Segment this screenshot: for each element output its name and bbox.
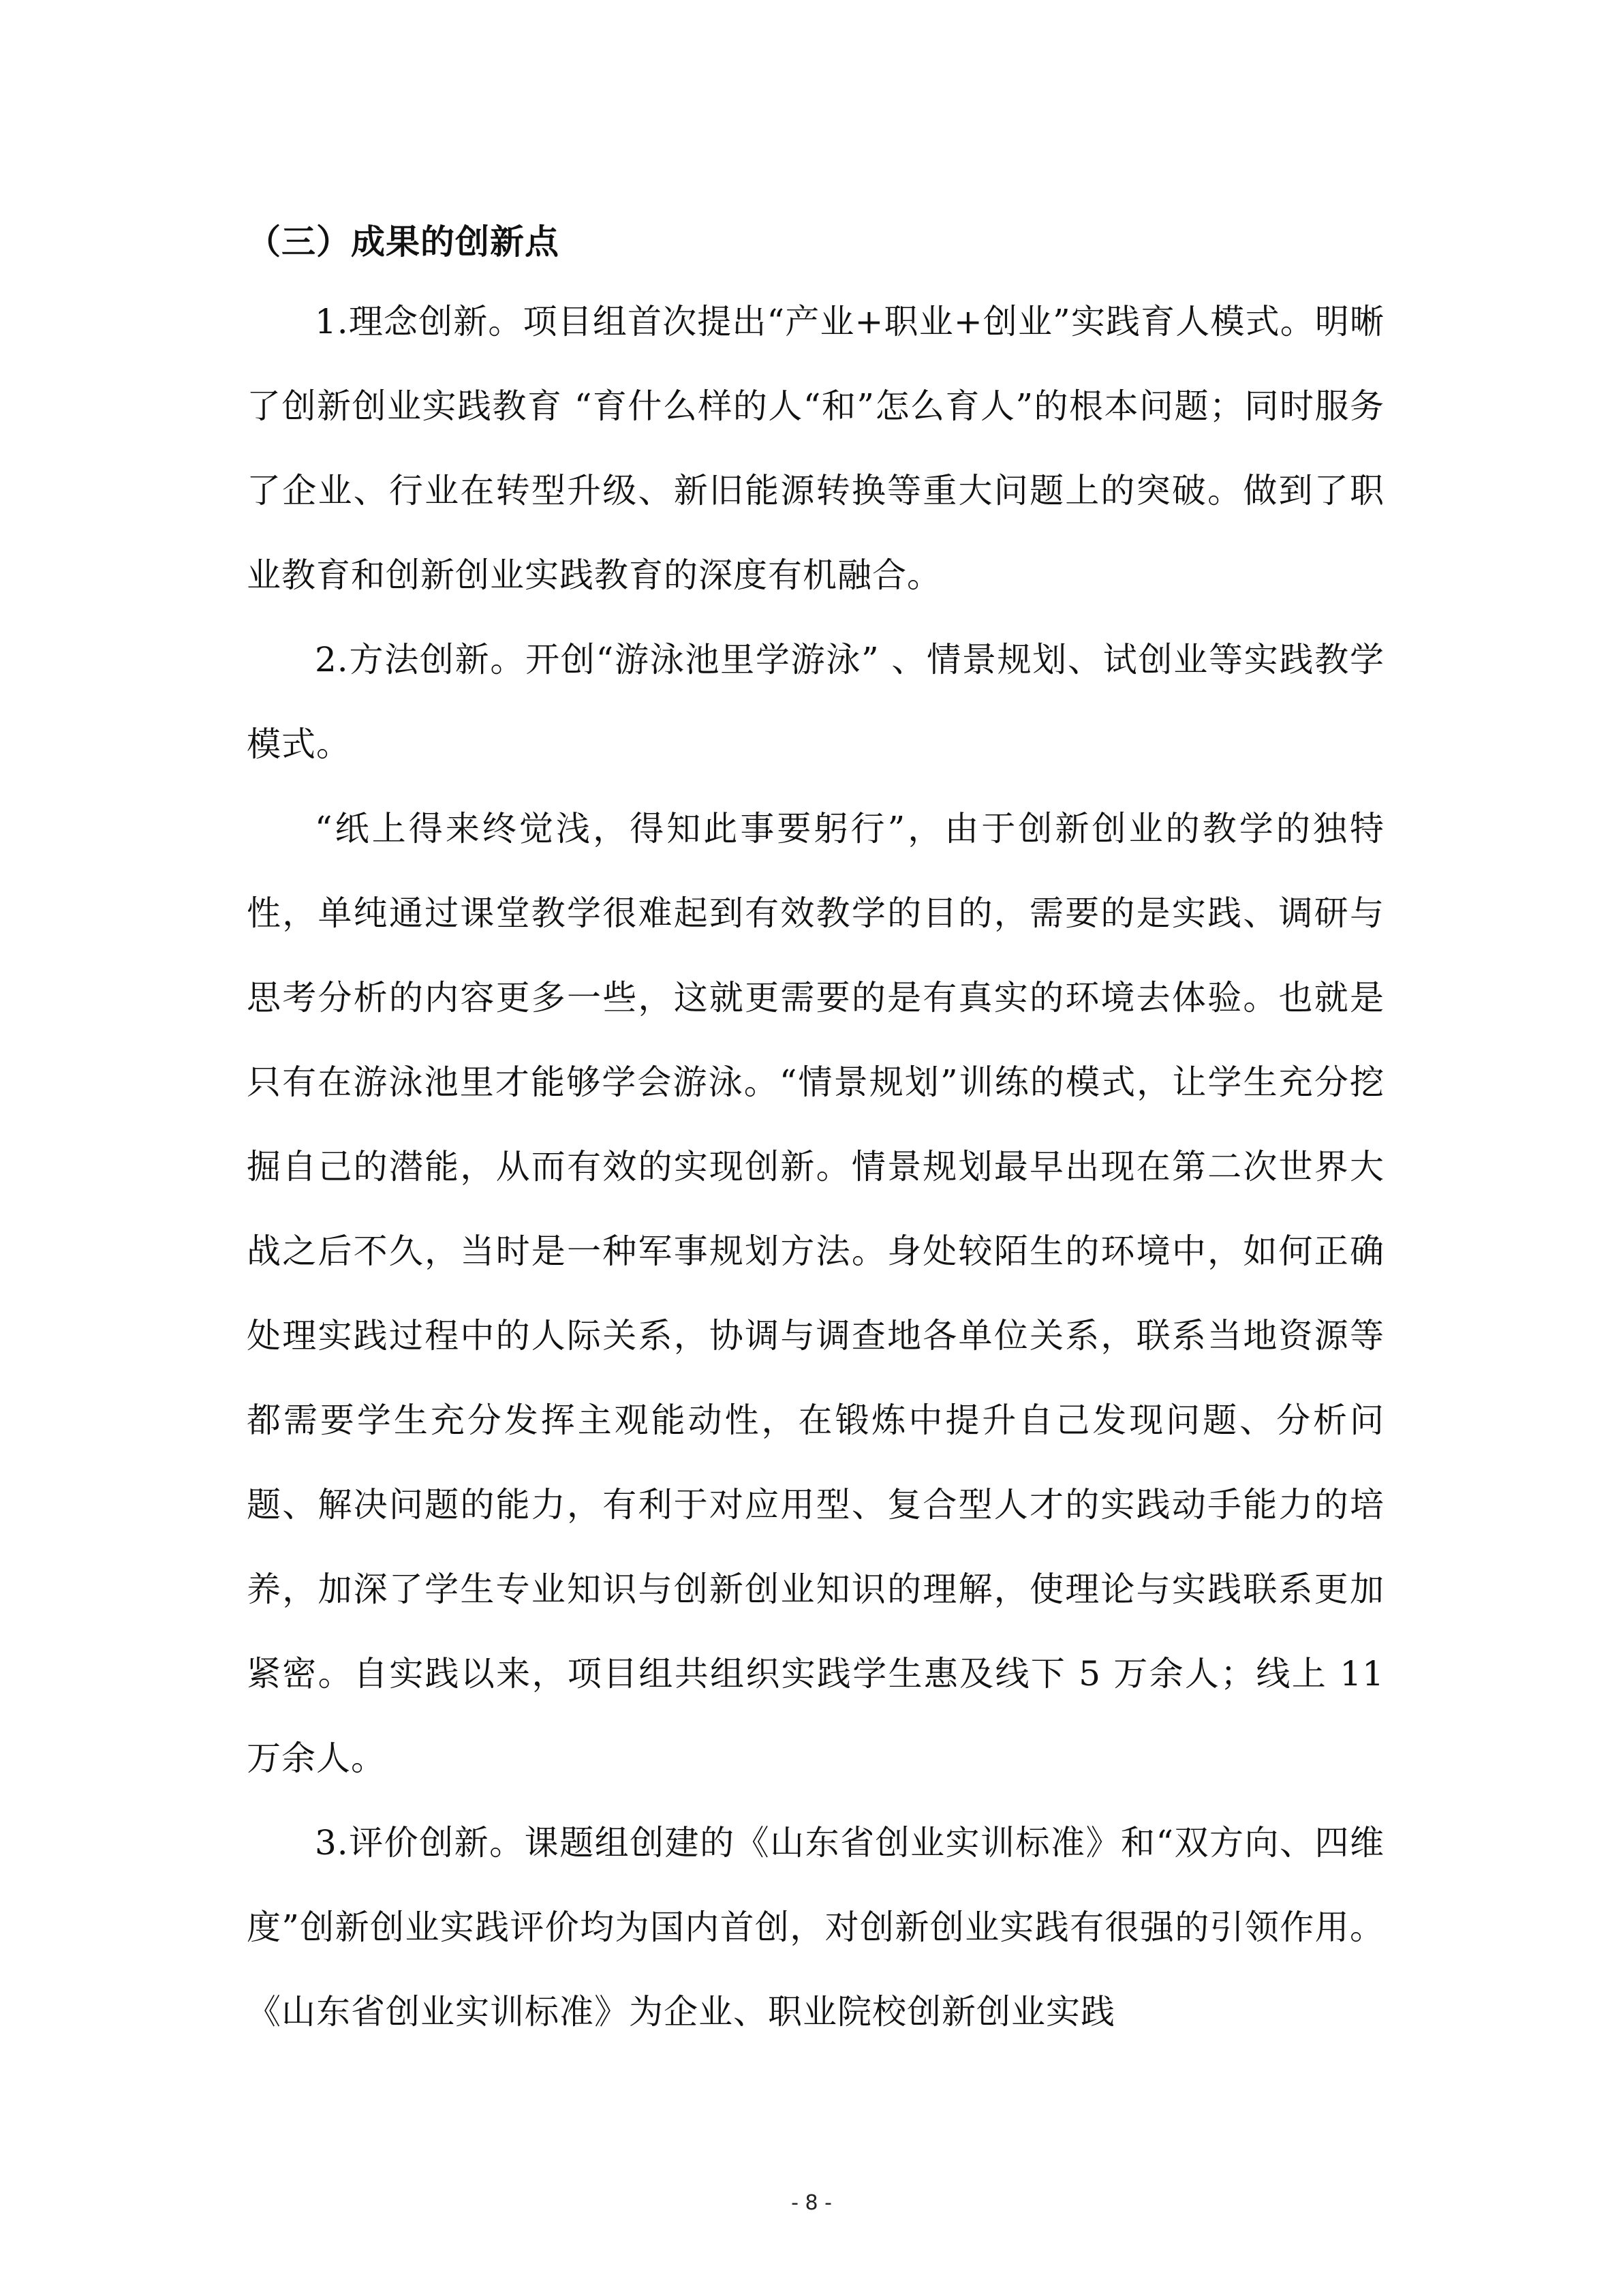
page-body	[247, 204, 1385, 2054]
paragraph-concept-innovation: 1.理念创新。项目组首次提出“产业+职业+创业”实践育人模式。明晰了创新创业实践教育 “育什么样的人“和”怎么育人”的根本问题；同时服务了企业、行业在转型升级、新旧能源转换等重大问题上的突破。做到了职业教育和创新创业实践教育的深度有机融合。	[247, 302, 1385, 595]
paragraph-method-innovation: 2.方法创新。开创“游泳池里学游泳” 、情景规划、试创业等实践教学模式。	[247, 640, 1385, 764]
paragraph-evaluation-innovation: 3.评价创新。课题组创建的《山东省创业实训标准》和“双方向、四维度”创新创业实践评价均为国内首创，对创新创业实践有很强的引领作用。《山东省创业实训标准》为企业、职业院校创新创业实践	[247, 1823, 1385, 2032]
section-heading: （三）成果的创新点	[247, 222, 559, 262]
page-number: - 8 -	[791, 2191, 832, 2215]
paragraph-practice-description: “纸上得来终觉浅，得知此事要躬行”，由于创新创业的教学的独特性，单纯通过课堂教学很难起到有效教学的目的，需要的是实践、调研与思考分析的内容更多一些，这就更需要的是有真实的环境去体验。也就是只有在游泳池里才能够学会游泳。“情景规划”训练的模式，让学生充分挖掘自己的潜能，从而有效的实现创新。情景规划最早出现在第二次世界大战之后不久，当时是一种军事规划方法。身处较陌生的环境中，如何正确处理实践过程中的人际关系，协调与调查地各单位关系，联系当地资源等都需要学生充分发挥主观能动性，在锻炼中提升自己发现问题、分析问题、解决问题的能力，有利于对应用型、复合型人才的实践动手能力的培养，加深了学生专业知识与创新创业知识的理解，使理论与实践联系更加紧密。自实践以来，项目组共组织实践学生惠及线下 5 万余人；线上 11 万余人。	[247, 809, 1385, 1778]
